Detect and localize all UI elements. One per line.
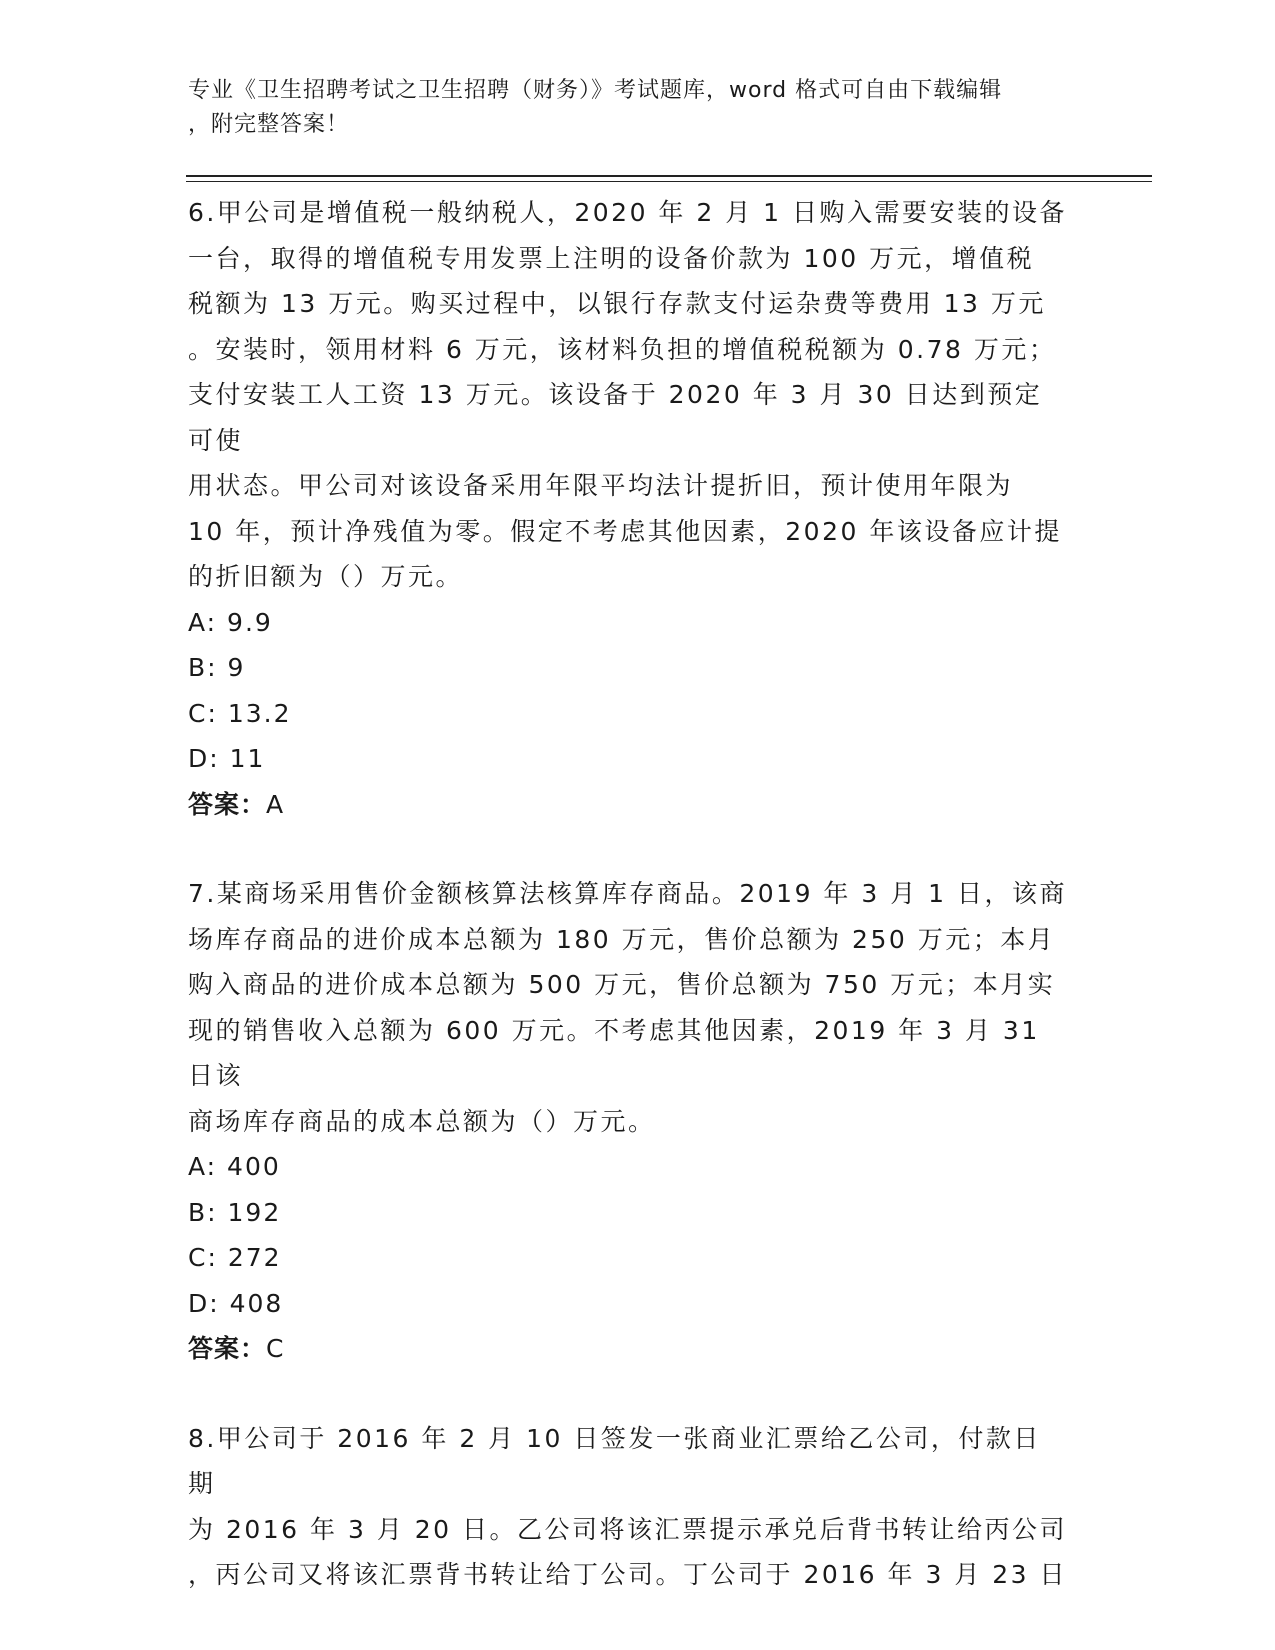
question-6-line-1: 6.甲公司是增值税一般纳税人，2020 年 2 月 1 日购入需要安装的设备 [188,198,1068,227]
question-6-line-5: 支付安装工人工资 13 万元。该设备于 2020 年 3 月 30 日达到预定可使 [188,380,1043,455]
question-6-line-4: 。安装时，领用材料 6 万元，该材料负担的增值税税额为 0.78 万元； [188,334,1057,364]
question-spacer [188,827,1068,871]
header-rule-thick [186,175,1152,177]
question-6-answer [188,782,1068,828]
question-6-line-7: 10 年，预计净残值为零。假定不考虑其他因素，2020 年该设备应计提 [188,516,1062,546]
question-6-option-d: D: 11 [188,744,266,773]
question-6 [188,190,1068,827]
header-title-line-2: ，附完整答案！ [188,112,350,137]
question-list [188,190,1068,1598]
question-7-line-2: 场库存商品的进价成本总额为 180 万元，售价总额为 250 万元；本月 [188,924,1056,954]
question-7-option-b: B: 192 [188,1197,282,1227]
question-8 [188,1416,1068,1598]
header-rule-thin [186,181,1152,182]
question-7-line-4: 现的销售收入总额为 600 万元。不考虑其他因素，2019 年 3 月 31 日该 [188,1015,1040,1090]
question-7-option-a: A: 400 [188,1152,281,1181]
answer-value: C [266,1334,285,1363]
header-title-line-1: 专业《卫生招聘考试之卫生招聘（财务）》考试题库，word 格式可自由下载编辑 [188,78,1003,103]
question-6-line-3: 税额为 13 万元。购买过程中，以银行存款支付运杂费等费用 13 万元 [188,289,1046,318]
question-6-option-c: C: 13.2 [188,698,292,728]
question-8-line-2: 为 2016 年 3 月 20 日。乙公司将该汇票提示承兑后背书转让给丙公司 [188,1514,1068,1544]
answer-label: 答案： [188,1334,267,1363]
question-6-option-a: A: 9.9 [188,607,273,637]
question-8-line-1: 8.甲公司于 2016 年 2 月 10 日签发一张商业汇票给乙公司，付款日期 [188,1423,1041,1498]
answer-label: 答案： [188,789,267,819]
question-7-option-c: C: 272 [188,1243,282,1272]
document-header [188,74,1068,142]
question-7-answer [188,1326,1068,1372]
question-7-line-1: 7.某商场采用售价金额核算法核算库存商品。2019 年 3 月 1 日，该商 [188,879,1068,908]
question-6-line-6: 用状态。甲公司对该设备采用年限平均法计提折旧，预计使用年限为 [188,471,1014,500]
question-6-line-8: 的折旧额为（）万元。 [188,562,464,591]
question-6-option-b: B: 9 [188,653,246,682]
answer-value: A [266,789,285,819]
question-6-line-2: 一台，取得的增值税专用发票上注明的设备价款为 100 万元，增值税 [188,243,1035,273]
question-8-line-3: ，丙公司又将该汇票背书转让给丁公司。丁公司于 2016 年 3 月 23 日 [188,1560,1068,1589]
question-7 [188,871,1068,1372]
question-7-line-3: 购入商品的进价成本总额为 500 万元，售价总额为 750 万元；本月实 [188,970,1056,999]
question-7-option-d: D: 408 [188,1288,284,1318]
question-7-line-5: 商场库存商品的成本总额为（）万元。 [188,1106,656,1136]
question-spacer [188,1372,1068,1416]
